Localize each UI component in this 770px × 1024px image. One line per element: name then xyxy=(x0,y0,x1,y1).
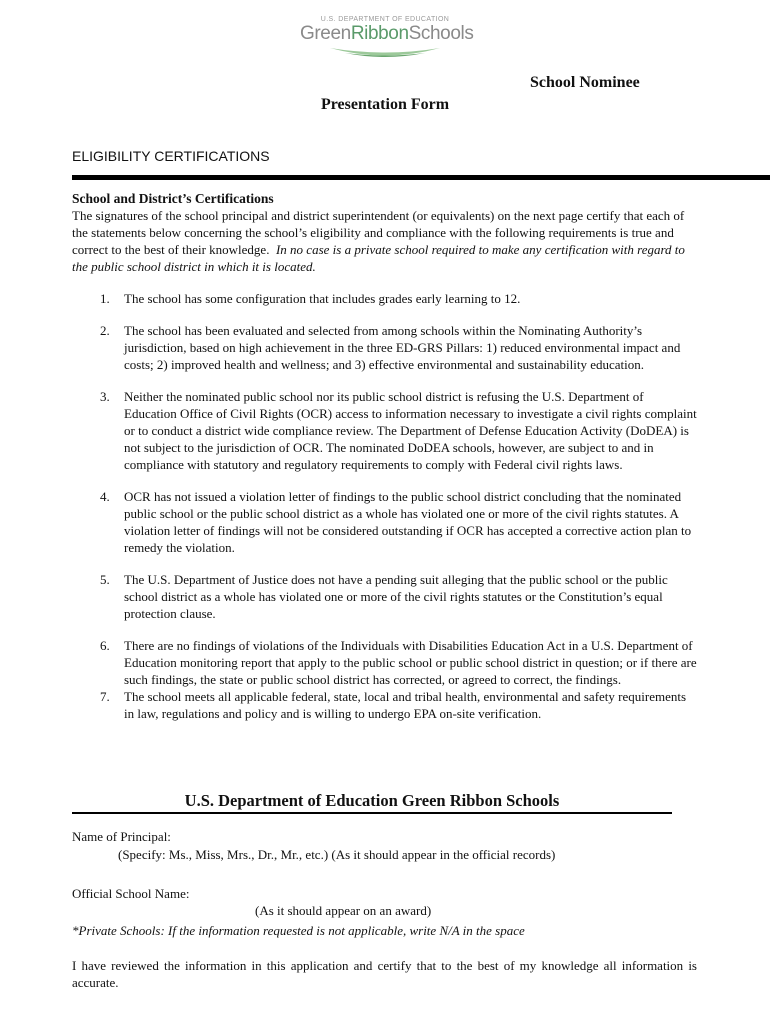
list-item: 6. There are no findings of violations of the Individuals with Disabilities Education Act in a U.S. Department of Education monitoring report that apply to the public school or public school district in question; or if there are such findings, the state or public school district has corrected, or agreed to correct, the findings. xyxy=(100,638,697,687)
certifications-list xyxy=(72,290,697,722)
form-title-line1: School Nominee xyxy=(530,74,640,91)
certifications-content xyxy=(72,190,697,722)
logo-department-text: U.S. DEPARTMENT OF EDUCATION xyxy=(320,16,450,23)
school-name-hint: (As it should appear on an award) xyxy=(255,903,432,918)
form-title-line2: Presentation Form xyxy=(320,96,450,113)
principal-name-hint: (Specify: Ms., Miss, Mrs., Dr., Mr., etc.) (As it should appear in the official records) xyxy=(118,847,556,862)
private-schools-note: *Private Schools: If the information requested is not applicable, write N/A in the space xyxy=(72,923,525,938)
certifications-intro-italic: In no case is a private school required to make any certification with regard to the public school district in which it is located. xyxy=(72,242,685,274)
list-item: 5. The U.S. Department of Justice does not have a pending suit alleging that the public school or the public school district as a whole has violated one or more of the civil rights statutes or the Constitution’s equal protection clause. xyxy=(100,572,668,621)
list-item: 3. Neither the nominated public school nor its public school district is refusing the U.S. Department of Education Office of Civil Rights (OCR) access to information necessary to investigate a civil rights complaint or to conduct a district wide compliance review. The Department of Defense Education Activity (DoDEA) is not subject to the jurisdiction of OCR. The nominated DoDEA schools, however, are subject to and in compliance with statutory and regulatory requirements to comply with Federal civil rights laws. xyxy=(100,389,697,472)
section-heading-eligibility: ELIGIBILITY CERTIFICATIONS xyxy=(72,148,270,164)
section-heading-green-ribbon: U.S. Department of Education Green Ribbon Schools xyxy=(184,791,560,810)
ribbon-leaf-icon xyxy=(325,45,445,61)
green-ribbon-schools-logo xyxy=(300,16,474,61)
list-item: 7. The school meets all applicable federal, state, local and tribal health, environmental and safety requirements in law, regulations and policy and is willing to undergo EPA on-site verification. xyxy=(100,689,687,721)
section-divider-thick xyxy=(72,175,770,180)
principal-name-label: Name of Principal: xyxy=(72,829,171,844)
section-divider xyxy=(72,812,672,814)
logo-brand-text: GreenRibbonSchools xyxy=(300,23,474,44)
school-name-label: Official School Name: xyxy=(72,886,190,901)
certification-statement: I have reviewed the information in this application and certify that to the best of my knowledge all information is accurate. xyxy=(72,958,697,990)
list-item: 4. OCR has not issued a violation letter of findings to the public school district concluding that the nominated public school or the public school district as a whole has violated one or more of the civil rights statutes. A violation letter of findings will not be considered outstanding if OCR has accepted a corrective action plan to remedy the violation. xyxy=(100,489,692,555)
certifications-subheading: School and District’s Certifications xyxy=(72,191,274,206)
list-item: 2. The school has been evaluated and selected from among schools within the Nominating Authority’s jurisdiction, based on high achievement in the three ED-GRS Pillars: 1) reduced environmental impact and costs; 2) improved health and wellness; and 3) effective environmental and sustainability education. xyxy=(100,323,681,372)
certifications-intro: The signatures of the school principal and district superintendent (or equivalents) on the next page certify that each of the statements below concerning the school’s eligibility and compliance with the following requirements is true and correct to the best of their knowledge. In no case is a private school required to make any certification with regard to the public school district in which it is located. xyxy=(72,208,685,274)
list-item: 1. The school has some configuration that includes grades early learning to 12. xyxy=(100,291,521,306)
